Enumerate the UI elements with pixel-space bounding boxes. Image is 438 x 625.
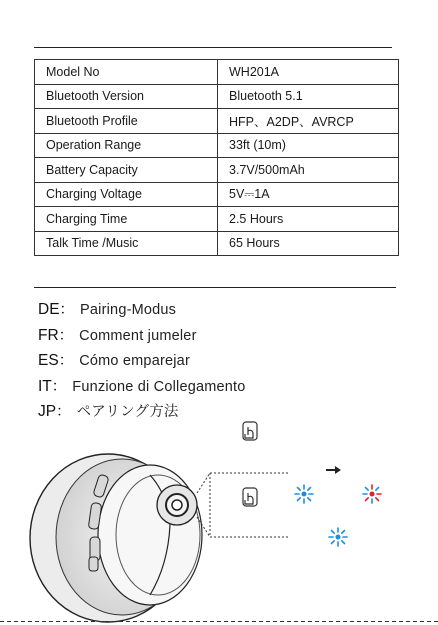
- headphone-earcup-illustration: [30, 454, 202, 622]
- table-row: [35, 133, 399, 158]
- table-row: [35, 207, 399, 232]
- spec-label: Model No: [35, 60, 218, 85]
- hand-press-icon: [243, 488, 257, 506]
- table-row: [35, 182, 399, 207]
- pairing-title: Pairing-Modus: [80, 302, 177, 318]
- list-item: [38, 297, 246, 323]
- language-code: ES: [38, 352, 59, 369]
- blue-light-flash-icon: [295, 485, 313, 503]
- spec-value: Bluetooth 5.1: [218, 84, 399, 109]
- table-row: [35, 60, 399, 85]
- spec-label: Bluetooth Profile: [35, 109, 218, 134]
- pairing-title: Funzione di Collegamento: [72, 378, 246, 395]
- table-row: [35, 109, 399, 134]
- table-row: [35, 231, 399, 256]
- pairing-title: Comment jumeler: [79, 327, 197, 344]
- pairing-title: Cómo emparejar: [79, 353, 190, 369]
- page-cut-line: [0, 621, 438, 622]
- list-item: [38, 323, 246, 349]
- spec-label: Charging Voltage: [35, 182, 218, 207]
- separator: ：: [58, 327, 74, 344]
- separator: ：: [58, 353, 74, 369]
- language-code: IT: [38, 377, 52, 395]
- spec-value: WH201A: [218, 60, 399, 85]
- section-divider: [34, 287, 396, 288]
- table-row: [35, 158, 399, 183]
- top-divider: [34, 47, 392, 48]
- pairing-illustration: [0, 415, 438, 625]
- spec-label: Charging Time: [35, 207, 218, 232]
- language-code: JP: [38, 403, 57, 420]
- spec-label: Bluetooth Version: [35, 84, 218, 109]
- spec-table: [34, 59, 399, 256]
- spec-value: 2.5 Hours: [218, 207, 399, 232]
- spec-value: 65 Hours: [218, 231, 399, 256]
- hand-press-icon: [243, 422, 257, 440]
- separator: ：: [56, 404, 71, 420]
- separator: ：: [51, 378, 67, 395]
- spec-label: Battery Capacity: [35, 158, 218, 183]
- red-blue-light-flash-icon: [363, 485, 381, 503]
- spec-label: Operation Range: [35, 133, 218, 158]
- spec-value: HFP、A2DP、AVRCP: [218, 109, 399, 134]
- table-row: [35, 84, 399, 109]
- list-item: [38, 374, 246, 400]
- language-code: FR: [38, 326, 59, 344]
- arrow-right-icon: [326, 466, 341, 474]
- pairing-title: ペアリング方法: [76, 404, 179, 420]
- blue-light-flash-icon: [329, 528, 347, 546]
- spec-value: 3.7V/500mAh: [218, 158, 399, 183]
- pairing-language-list: [38, 297, 246, 425]
- language-code: DE: [38, 301, 60, 318]
- list-item: [38, 348, 246, 374]
- spec-value: 5V⎓1A: [218, 182, 399, 207]
- spec-value: 33ft (10m): [218, 133, 399, 158]
- separator: ：: [59, 302, 75, 318]
- spec-label: Talk Time /Music: [35, 231, 218, 256]
